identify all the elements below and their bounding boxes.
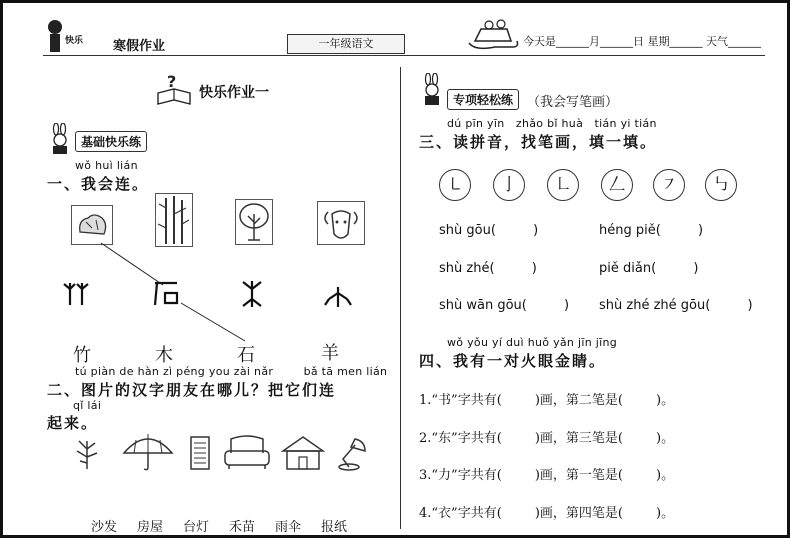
sofa-picture[interactable] [223,433,271,471]
word-lamp[interactable]: 台灯 [183,520,210,535]
column-divider [400,67,401,529]
q3-title: 三、读拼音，找笔画，填一填。 [419,133,658,151]
oracle-bamboo-glyph[interactable] [63,281,89,307]
q3-pinyin: dú pīn yīn zhǎo bǐ huà tián yi tián [447,117,657,130]
q3-answer-piedian[interactable]: piě diǎn( ) [599,261,699,276]
stroke-option-1[interactable]: ㇄ [439,169,471,201]
grade-label: 一年级语文 [287,34,405,54]
desk-lamp-picture[interactable] [335,433,369,471]
q2-pinyin-1: tú piàn de hàn zì péng you zài nǎr bǎ tā men lián [75,365,388,378]
goat-picture[interactable] [317,201,365,245]
seedling-picture[interactable] [71,435,103,471]
q3-answer-shugou[interactable]: shù gōu( ) [439,223,539,238]
header-title: 寒假作业 [113,39,166,54]
word-house[interactable]: 房屋 [137,520,164,535]
sleigh-icon [465,17,521,53]
bamboo-picture[interactable] [155,193,193,247]
svg-text:?: ? [167,72,177,91]
house-picture[interactable] [281,435,325,471]
q4-pinyin: wǒ yǒu yí duì huǒ yǎn jīn jīng [447,336,618,349]
word-sofa[interactable]: 沙发 [91,520,118,535]
q3-answer-shuwangou[interactable]: shù wān gōu( ) [439,298,570,313]
char-wood[interactable]: 木 [155,345,173,366]
rock-picture[interactable] [71,205,113,245]
char-stone[interactable]: 石 [237,345,255,366]
basic-practice-badge: 基础快乐练 [75,131,147,152]
char-sheep[interactable]: 羊 [321,343,339,364]
q2-title-2: 起来。 [47,414,99,432]
q3-answer-shuzhe[interactable]: shù zhé( ) [439,261,537,276]
header-rule [43,55,765,56]
oracle-tree-glyph[interactable] [239,279,265,309]
rabbit-mascot-icon [419,73,445,107]
rabbit-mascot-icon [47,123,73,155]
char-bamboo[interactable]: 竹 [73,345,91,366]
q2-pinyin-2: qǐ lái [73,399,102,412]
right-subtitle: （我会写笔画） [527,95,619,110]
date-weather-line: 今天是______月______日 星期______ 天气______ [523,35,761,48]
q4-line-2[interactable]: 2.“东”字共有( )画，第三笔是( )。 [419,431,675,446]
oracle-stone-glyph[interactable] [151,279,181,307]
q1-title: 一、我会连。 [47,175,150,193]
section-title: 快乐作业一 [199,85,269,101]
stroke-option-6[interactable]: ㇉ [705,169,737,201]
q4-title: 四、我有一对火眼金睛。 [419,352,607,370]
word-umbrella[interactable]: 雨伞 [275,520,302,535]
word-newspaper[interactable]: 报纸 [321,520,348,535]
oracle-goat-glyph[interactable] [323,283,353,309]
stroke-option-2[interactable]: 亅 [493,169,525,201]
tree-picture[interactable] [235,199,273,245]
q2-title-1: 二、图片的汉字朋友在哪儿？把它们连 [47,381,337,399]
q3-answer-hengpie[interactable]: héng piě( ) [599,223,704,238]
q4-line-1[interactable]: 1.“书”字共有( )画，第二笔是( )。 [419,393,675,408]
mascot-logo [43,15,113,55]
question-book-icon [155,71,193,107]
q4-line-3[interactable]: 3.“力”字共有( )画，第一笔是( )。 [419,468,675,483]
svg-text:快乐: 快乐 [65,36,84,46]
special-practice-badge: 专项轻松练 [447,89,519,110]
stroke-option-5[interactable]: ㇇ [653,169,685,201]
umbrella-picture[interactable] [121,431,175,473]
stroke-option-3[interactable]: ㇗ [547,169,579,201]
q1-pinyin: wǒ huì lián [75,159,138,172]
newspaper-picture[interactable] [189,435,213,471]
q4-line-4[interactable]: 4.“衣”字共有( )画，第四笔是( )。 [419,506,675,521]
word-seedling[interactable]: 禾苗 [229,520,256,535]
stroke-option-4[interactable]: 𠃋 [601,169,633,201]
q3-answer-shuzhezhegou[interactable]: shù zhé zhé gōu( ) [599,298,753,313]
